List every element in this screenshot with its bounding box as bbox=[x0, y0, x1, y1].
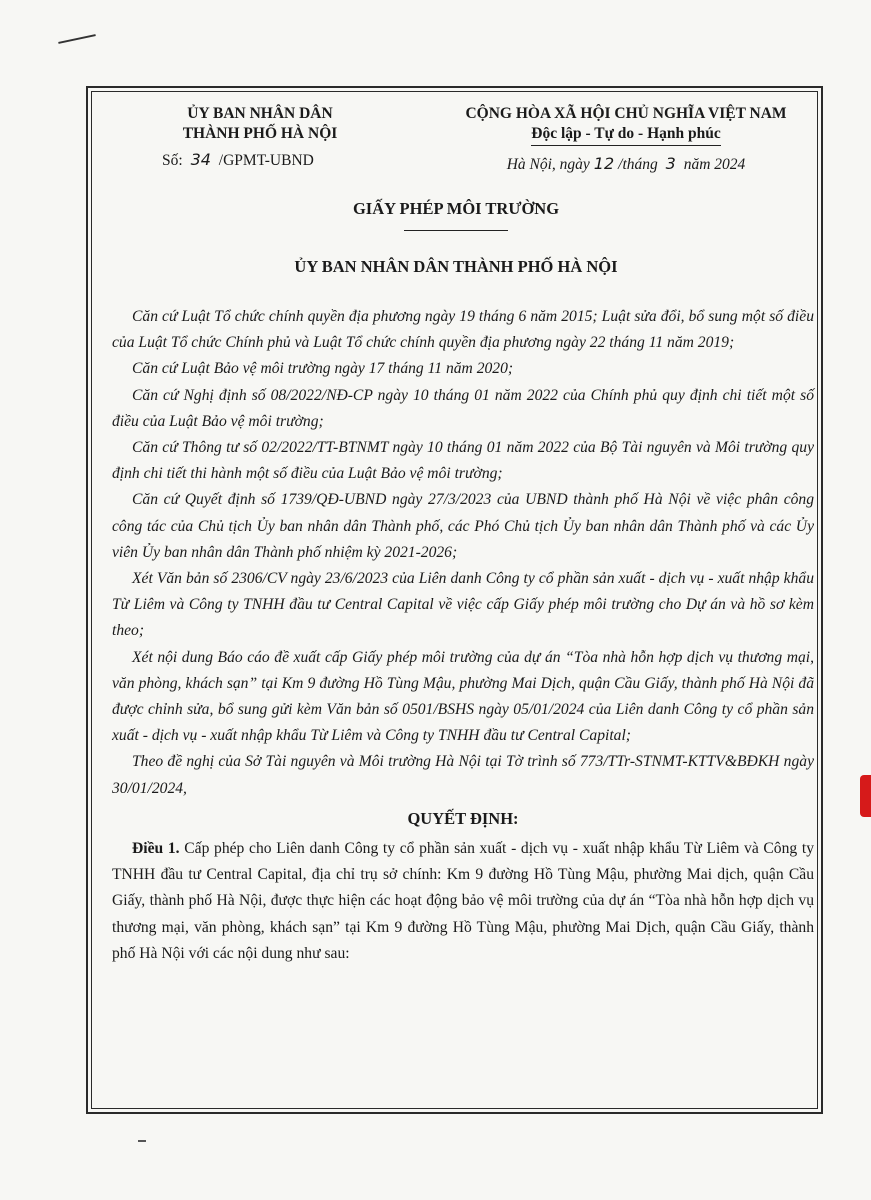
doc-number-handwritten: 34 bbox=[190, 150, 211, 169]
doc-number-suffix: /GPMT-UBND bbox=[218, 152, 314, 169]
decision-heading: QUYẾT ĐỊNH: bbox=[407, 808, 519, 828]
preamble-paragraph: Căn cứ Quyết định số 1739/QĐ-UBND ngày 27/3/2023 của UBND thành phố Hà Nội về việc phân công công tác của Chủ tịch Ủy ban nhân dân Thành phố, các Phó Chủ tịch Ủy ban nhân dân Thành phố và các Ủy viên Ủy ban nhân dân Thành phố nhiệm kỳ 2021-2026; bbox=[112, 491, 814, 561]
doc-number-prefix: Số: bbox=[162, 152, 183, 169]
article-1-label: Điều 1. bbox=[132, 840, 180, 858]
document-title: GIẤY PHÉP MÔI TRƯỜNG bbox=[352, 199, 560, 218]
date-year: năm 2024 bbox=[683, 156, 746, 173]
issuing-authority bbox=[150, 104, 370, 171]
date-place: Hà Nội, ngày bbox=[506, 156, 590, 173]
preamble-paragraph: Căn cứ Luật Bảo vệ môi trường ngày 17 tháng 11 năm 2020; bbox=[132, 360, 514, 378]
date-line bbox=[440, 154, 812, 175]
pen-mark bbox=[138, 1140, 146, 1142]
national-motto: Độc lập - Tự do - Hạnh phúc bbox=[531, 124, 720, 146]
pen-mark bbox=[58, 34, 96, 44]
preamble-paragraph: Xét nội dung Báo cáo đề xuất cấp Giấy phép môi trường của dự án “Tòa nhà hỗn hợp dịch vụ thương mại, văn phòng, khách sạn” tại Km 9 đường Hồ Tùng Mậu, phường Mai Dịch, quận Cầu Giấy, thành phố Hà Nội đã được chỉnh sửa, bổ sung gửi kèm Văn bản số 0501/BSHS ngày 05/01/2024 của Liên danh Công ty cổ phần sản xuất - dịch vụ - xuất nhập khẩu Từ Liêm và Công ty TNHH đầu tư Central Capital; bbox=[112, 648, 814, 745]
org-line-1: ỦY BAN NHÂN DÂN bbox=[187, 105, 333, 122]
red-page-tab bbox=[860, 775, 871, 817]
date-month-handwritten: 3 bbox=[665, 154, 676, 173]
org-line-2: THÀNH PHỐ HÀ NỘI bbox=[182, 125, 338, 142]
date-day-handwritten: 12 bbox=[593, 154, 615, 173]
country-name: CỘNG HÒA XÃ HỘI CHỦ NGHĨA VIỆT NAM bbox=[465, 105, 787, 122]
preamble-paragraph: Căn cứ Thông tư số 02/2022/TT-BTNMT ngày 10 tháng 01 năm 2022 của Bộ Tài nguyên và Môi trường quy định chi tiết thi hành một số điều của Luật Bảo vệ môi trường; bbox=[112, 439, 814, 483]
document-header bbox=[100, 104, 812, 184]
document-body bbox=[112, 304, 814, 967]
preamble-paragraph: Theo đề nghị của Sở Tài nguyên và Môi trường Hà Nội tại Tờ trình số 773/TTr-STNMT-KTTV&BĐKH ngày 30/01/2024, bbox=[112, 753, 814, 797]
preamble-paragraph: Xét Văn bản số 2306/CV ngày 23/6/2023 của Liên danh Công ty cổ phần sản xuất - dịch vụ - xuất nhập khẩu Từ Liêm và Công ty TNHH đầu tư Central Capital về việc cấp Giấy phép môi trường cho Dự án và hồ sơ kèm theo; bbox=[112, 570, 814, 640]
title-underline bbox=[404, 230, 508, 231]
article-1-text: Cấp phép cho Liên danh Công ty cổ phần sản xuất - dịch vụ - xuất nhập khẩu Từ Liêm và Công ty TNHH đầu tư Central Capital, địa chỉ trụ sở chính: Km 9 đường Hồ Tùng Mậu, phường Mai dịch, quận Cầu Giấy, thành phố Hà Nội, được thực hiện các hoạt động bảo vệ môi trường của dự án “Tòa nhà hỗn hợp dịch vụ thương mại, văn phòng, khách sạn” tại Km 9 đường Hồ Tùng Mậu, phường Mai Dịch, quận Cầu Giấy, thành phố Hà Nội với các nội dung như sau: bbox=[112, 840, 815, 962]
date-month-label: /tháng bbox=[618, 156, 658, 173]
issuer-title: ỦY BAN NHÂN DÂN THÀNH PHỐ HÀ NỘI bbox=[294, 257, 618, 276]
national-header bbox=[440, 104, 812, 175]
document-number bbox=[150, 150, 370, 171]
article-1 bbox=[112, 836, 814, 967]
preamble-paragraph: Căn cứ Nghị định số 08/2022/NĐ-CP ngày 10 tháng 01 năm 2022 của Chính phủ quy định chi tiết một số điều của Luật Bảo vệ môi trường; bbox=[112, 386, 814, 430]
preamble-paragraph: Căn cứ Luật Tổ chức chính quyền địa phương ngày 19 tháng 6 năm 2015; Luật sửa đổi, bổ sung một số điều của Luật Tổ chức Chính phủ và Luật Tổ chức chính quyền địa phương ngày 22 tháng 11 năm 2019; bbox=[112, 308, 814, 352]
